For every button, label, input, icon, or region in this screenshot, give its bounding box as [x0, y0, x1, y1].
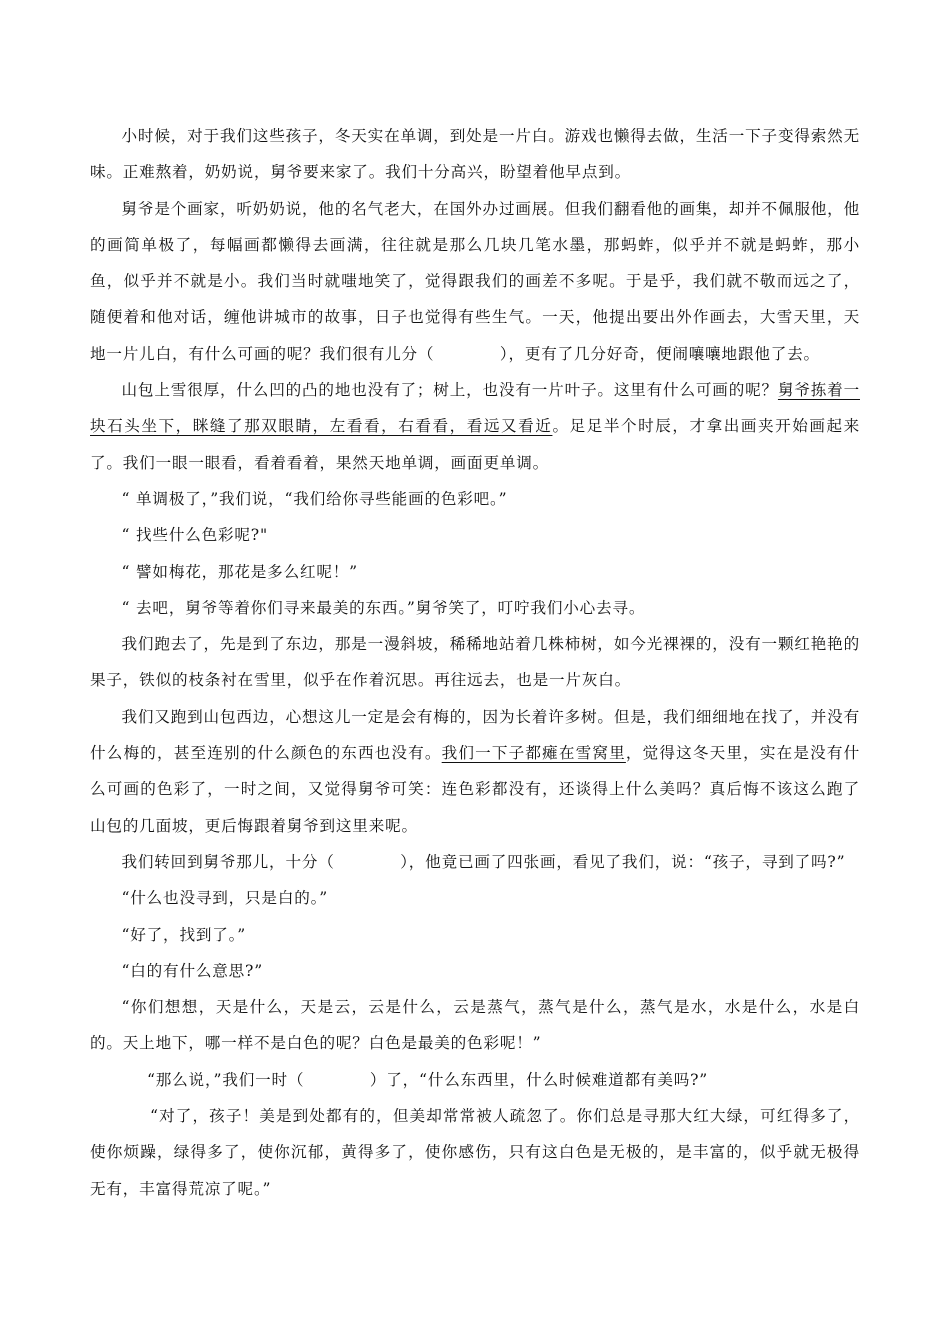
dialogue-line: “白的有什么意思?”	[121, 961, 263, 980]
paragraph-text: ，觉得这冬天里，实在是没有什么可画的色彩了，一时之间，又觉得舅爷可笑：连色彩都没有，还谈得上什么美吗？真后悔不该这么跑了山包的几面坡，更后悔跟着舅爷到这里来呢。	[90, 744, 860, 835]
paragraph-with-underline	[90, 372, 860, 481]
paragraph-with-underline	[90, 699, 860, 844]
dialogue-line: “什么也没寻到，只是白的。”	[121, 889, 328, 908]
paragraph: 小时候，对于我们这些孩子，冬天实在单调，到处是一片白。游戏也懒得去做，生活一下子变得索然无味。正难熬着，奶奶说，舅爷要来家了。我们十分高兴，盼望着他早点到。	[90, 127, 860, 182]
dialogue-line: “你们想想，天是什么，天是云，云是什么，云是蒸气，蒸气是什么，蒸气是水，水是什么，水是白的。天上地下，哪一样不是白色的呢？白色是最美的色彩呢！”	[90, 998, 860, 1053]
paragraph: 舅爷是个画家，听奶奶说，他的名气老大，在国外办过画展。但我们翻看他的画集，却并不佩服他，他的画简单极了，每幅画都懒得去画满，往往就是那么几块几笔水墨，那蚂蚱，似乎并不就是蚂蚱，那小鱼，似乎并不就是小。我们当时就嗤地笑了，觉得跟我们的画差不多呢。于是乎，我们就不敬而远之了，随便着和他对话，缠他讲城市的故事，日子也觉得有些生气。一天，他提出要出外作画去，大雪天里，天地一片儿白，有什么可画的呢？我们很有儿分（ ），更有了几分好奇，便闹嚷嚷地跟他了去。	[90, 199, 860, 363]
underlined-sentence: 舅爷拣着一块石头坐下，眯缝了那双眼睛，左看看，右看看，看远又看近	[90, 381, 860, 436]
paragraph: 我们跑去了，先是到了东边，那是一漫斜坡，稀稀地站着几株柿树，如今光裸裸的，没有一颗红艳艳的果子，铁似的枝条衬在雪里，似乎在作着沉思。再往远去，也是一片灰白。	[90, 635, 860, 690]
paragraph-text: 山包上雪很厚，什么凹的凸的地也没有了；树上，也没有一片叶子。这里有什么可画的呢？	[121, 381, 778, 400]
dialogue-line: “ 单调极了，”我们说，“我们给你寻些能画的色彩吧。”	[121, 489, 508, 508]
underlined-sentence: 我们一下子都瘫在雪窝里	[441, 744, 626, 763]
dialogue-line: “ 譬如梅花，那花是多么红呢！”	[121, 562, 358, 581]
article-body	[90, 118, 860, 1207]
dialogue-line: “那么说，”我们一时（ ）了，“什么东西里，什么时候难道都有美吗?”	[147, 1070, 709, 1089]
paragraph-text: 。足足半个时辰，才拿出画夹开始画起来了。我们一眼一眼看，看着看着，果然天地单调，画面更单调。	[90, 417, 860, 472]
dialogue-line: “ 去吧，舅爷等着你们寻来最美的东西。”舅爷笑了，叮咛我们小心去寻。	[121, 598, 646, 617]
paragraph-text: 我们又跑到山包西边，心想这儿一定是会有梅的，因为长着许多树。但是，我们细细地在找了，并没有什么梅的，甚至连别的什么颜色的东西也没有。	[90, 707, 860, 763]
dialogue-line: “好了，找到了。”	[121, 925, 247, 944]
dialogue-line: “对了，孩子！美是到处都有的，但美却常常被人疏忽了。你们总是寻那大红大绿，可红得多了，使你烦躁，绿得多了，使你沉郁，黄得多了，使你感伤，只有这白色是无极的，是丰富的，似乎就无极得无有，丰富得荒凉了呢。”	[90, 1107, 860, 1198]
dialogue-line: “ 找些什么色彩呢?"	[121, 526, 268, 545]
paragraph: 我们转回到舅爷那儿，十分（ ），他竟已画了四张画，看见了我们，说：“孩子，寻到了吗?”	[121, 852, 846, 871]
